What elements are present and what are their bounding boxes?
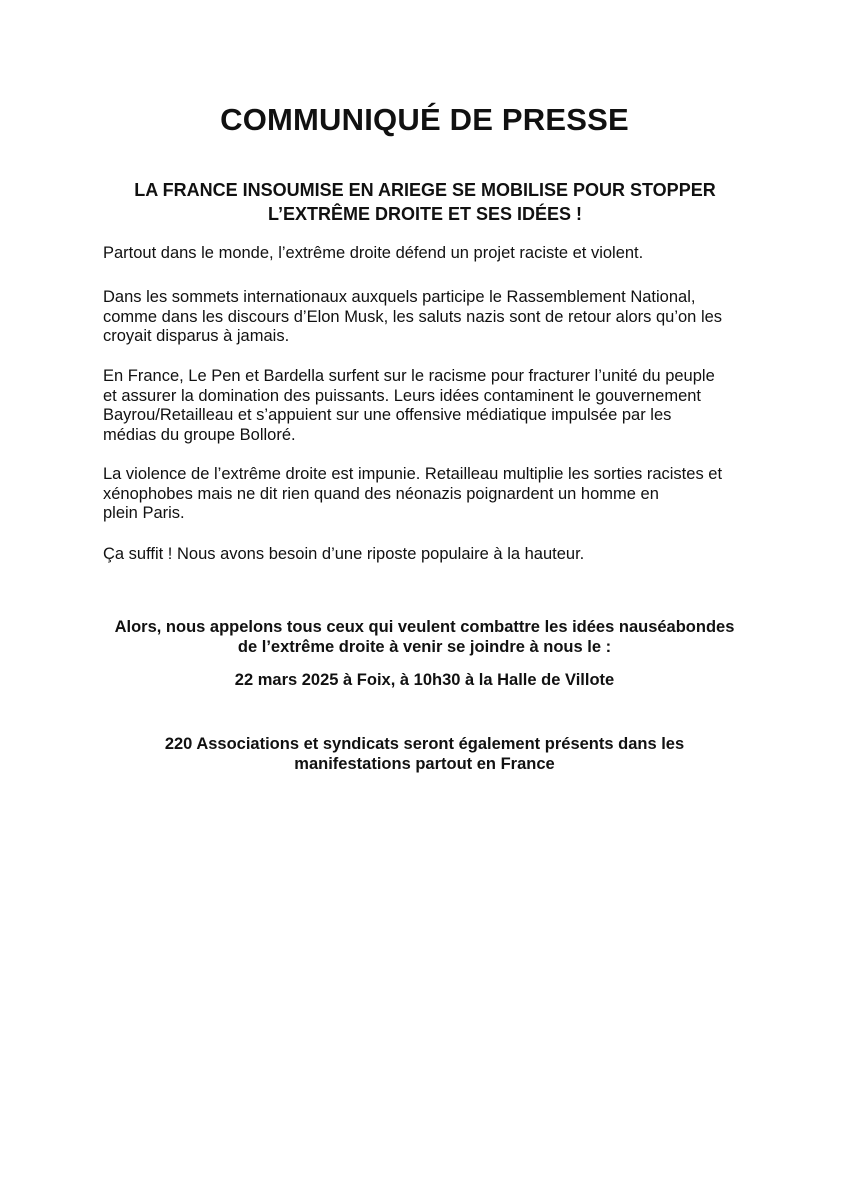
paragraph-line: En France, Le Pen et Bardella surfent sur le racisme pour fracturer l’unité du peuple — [103, 367, 715, 385]
paragraph-2 — [103, 288, 783, 347]
paragraph-line: Partout dans le monde, l’extrême droite défend un projet raciste et violent. — [103, 244, 644, 262]
subtitle-line-2: L’EXTRÊME DROITE ET SES IDÉES ! — [267, 204, 583, 224]
paragraph-line: La violence de l’extrême droite est impunie. Retailleau multiplie les sorties racistes et — [103, 465, 723, 483]
paragraph-4 — [103, 465, 783, 524]
associations-note — [60, 734, 789, 774]
event-details — [60, 670, 789, 690]
paragraph-5 — [103, 545, 783, 565]
paragraph-line: plein Paris. — [103, 504, 185, 522]
paragraph-line: croyait disparus à jamais. — [103, 327, 290, 345]
paragraph-3 — [103, 367, 783, 445]
paragraph-line: Bayrou/Retailleau et s’appuient sur une offensive médiatique impulsée par les — [103, 406, 672, 424]
paragraph-1 — [103, 244, 783, 264]
associations-line-2: manifestations partout en France — [294, 755, 555, 773]
paragraph-line: Dans les sommets internationaux auxquels participe le Rassemblement National, — [103, 288, 696, 306]
call-to-action-line-2: de l’extrême droite à venir se joindre à nous le : — [237, 638, 612, 656]
document-subtitle — [80, 178, 770, 226]
call-to-action — [60, 617, 789, 657]
paragraph-line: et assurer la domination des puissants. Leurs idées contaminent le gouvernement — [103, 386, 702, 405]
paragraph-line: xénophobes mais ne dit rien quand des néonazis poignardent un homme en — [103, 484, 659, 503]
call-to-action-line-1: Alors, nous appelons tous ceux qui veulent combattre les idées nauséabondes — [114, 618, 735, 636]
paragraph-line: Ça suffit ! Nous avons besoin d’une riposte populaire à la hauteur. — [103, 545, 585, 563]
document-title: COMMUNIQUÉ DE PRESSE — [220, 102, 629, 137]
paragraph-line: comme dans les discours d’Elon Musk, les saluts nazis sont de retour alors qu’on les — [103, 307, 723, 326]
associations-line-1: 220 Associations et syndicats seront également présents dans les — [164, 735, 685, 753]
event-line: 22 mars 2025 à Foix, à 10h30 à la Halle de Villote — [234, 671, 615, 689]
paragraph-line: médias du groupe Bolloré. — [103, 425, 296, 444]
subtitle-line-1: LA FRANCE INSOUMISE EN ARIEGE SE MOBILISE POUR STOPPER — [134, 180, 716, 200]
